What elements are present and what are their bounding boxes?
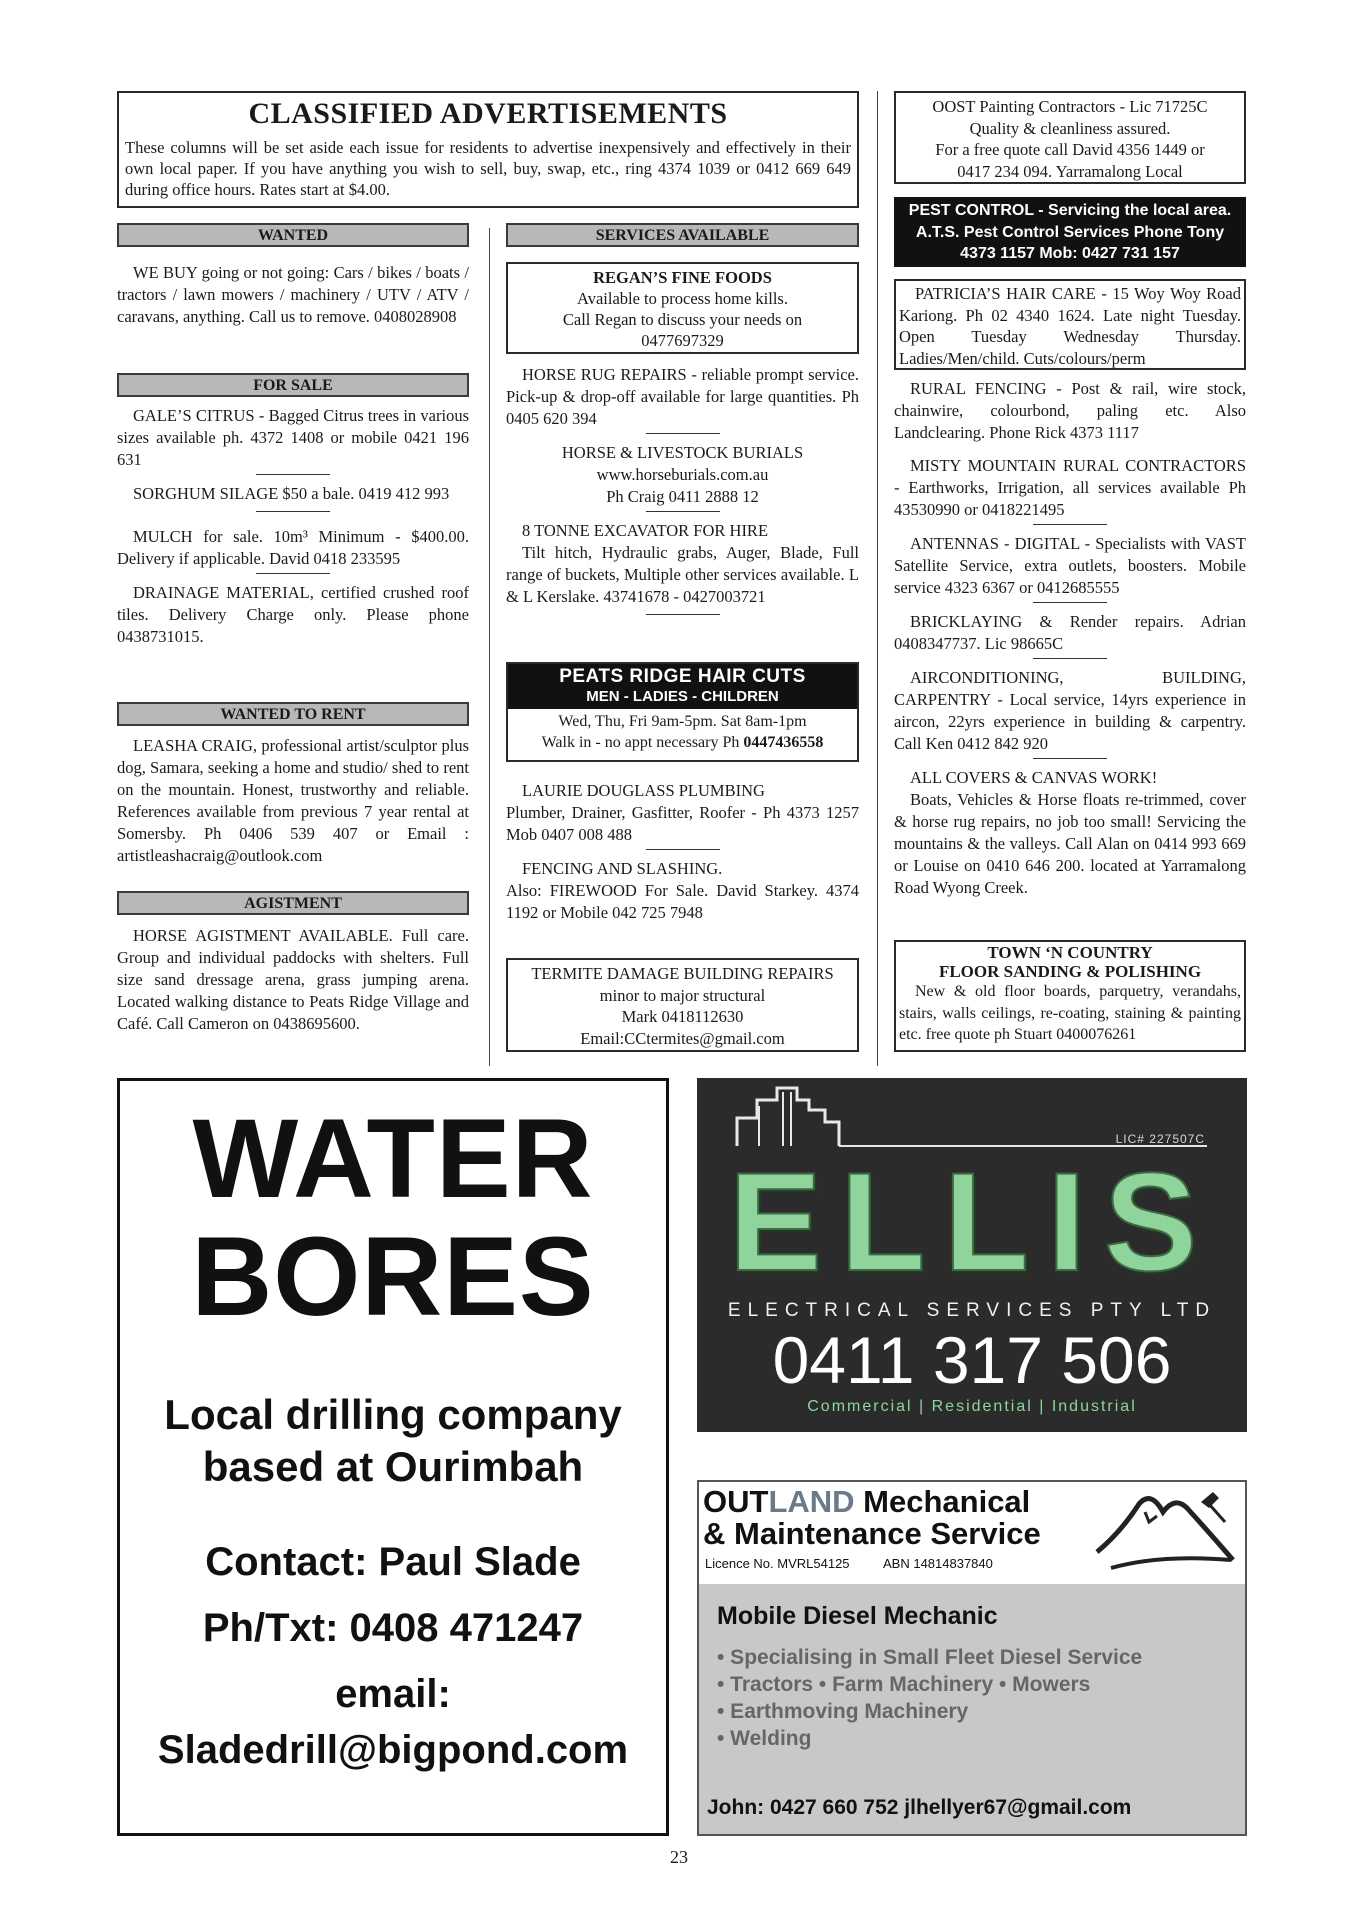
list-item: • Welding: [717, 1727, 812, 1750]
services-available-heading: SERVICES AVAILABLE: [506, 223, 859, 247]
haircuts-title-bar: [508, 664, 857, 709]
horse-rug-text: HORSE RUG REPAIRS - reliable prompt service. Pick-up & drop-off available for large quantities. Ph 0405 620 394: [506, 365, 859, 428]
separator: [256, 474, 330, 475]
haircuts-hours: Wed, Thu, Fri 9am-5pm. Sat 8am-1pm: [558, 713, 807, 730]
list-item: SORGHUM SILAGE $50 a bale. 0419 412 993: [133, 484, 450, 503]
wanted-ad: [117, 262, 469, 328]
burials-ad: [506, 442, 859, 508]
column-divider: [877, 91, 878, 1066]
column-divider: [489, 228, 490, 1066]
ellis-licence: LIC# 227507C: [1115, 1132, 1205, 1146]
bricklaying-text: BRICKLAYING & Render repairs. Adrian 0408347737. Lic 98665C: [894, 612, 1246, 653]
wanted-to-rent-ad: [117, 735, 469, 867]
separator: [646, 511, 720, 512]
page-number: 23: [670, 1847, 688, 1867]
water-bores-title2: BORES: [191, 1214, 595, 1339]
antennas-text: ANTENNAS - DIGITAL - Specialists with VAST Satellite Service, extra outlets, boosters. Mobile service 4323 6367 or 0412685555: [894, 534, 1246, 597]
floor-text: New & old floor boards, parquetry, verandahs, stairs, walls ceilings, re-coating, staining & painting etc. free quote ph Stuart 0400076261: [899, 983, 1241, 1043]
list-item: GALE’S CITRUS - Bagged Citrus trees in various sizes available ph. 4372 1408 or mobile 0421 196 631: [117, 406, 469, 469]
oost-title: OOST Painting Contractors - Lic 71725C: [932, 97, 1208, 116]
wanted-text: WE BUY going or not going: Cars / bikes / boats / tractors / lawn mowers / machinery / UTV / ATV / caravans, anything. Call us to remove. 0408028908: [117, 263, 469, 326]
fencing-title: FENCING AND SLASHING.: [522, 859, 723, 878]
ellis-tagline: Commercial | Residential | Industrial: [807, 1398, 1137, 1415]
covers-text: Boats, Vehicles & Horse floats re-trimmed, cover & horse rug repairs, no job too small! Servicing the mountains & the valleys. Call Alan on 0414 993 669 or Louise on 0410 646 200. located at Yarramalong Road Wyong Creek.: [894, 790, 1246, 897]
for-sale-list: [117, 405, 469, 648]
regans-phone: 0477697329: [641, 331, 724, 350]
ellis-name: ELLIS: [728, 1143, 1216, 1300]
mountain-logo-icon: [1091, 1482, 1241, 1582]
list-item: DRAINAGE MATERIAL, certified crushed roof tiles. Delivery Charge only. Please phone 0438731015.: [117, 583, 469, 646]
separator: [646, 433, 720, 434]
termite-phone: Mark 0418112630: [621, 1007, 744, 1026]
plumbing-text: Plumber, Drainer, Gasfitter, Roofer - Ph 4373 1257 Mob 0407 008 488: [506, 803, 859, 844]
outland-name-land: LAND: [768, 1484, 855, 1519]
separator: [1033, 758, 1107, 759]
plumbing-title: LAURIE DOUGLASS PLUMBING: [522, 781, 765, 800]
water-bores-email-label: email:: [335, 1672, 451, 1716]
outland-title-line1: [703, 1486, 1030, 1518]
outland-name-out: OUT: [703, 1484, 769, 1519]
termite-line2: minor to major structural: [599, 985, 766, 1005]
agistment-heading: AGISTMENT: [117, 891, 469, 915]
fencing-text: Also: FIREWOOD For Sale. David Starkey. 4374 1192 or Mobile 042 725 7948: [506, 881, 859, 922]
oost-line3: For a free quote call David 4356 1449 or: [935, 140, 1205, 159]
burials-website: www.horseburials.com.au: [596, 465, 769, 484]
floor-title2: FLOOR SANDING & POLISHING: [938, 962, 1202, 981]
burials-phone: Ph Craig 0411 2888 12: [606, 487, 759, 506]
peats-ridge-haircuts-box: [506, 662, 859, 762]
regans-line2: Call Regan to discuss your needs on: [562, 310, 803, 329]
outland-licence: Licence No. MVRL54125: [705, 1556, 850, 1571]
separator: [256, 511, 330, 512]
separator: [1033, 524, 1107, 525]
agistment-text: HORSE AGISTMENT AVAILABLE. Full care. Group and individual paddocks with shelters. Full size sand dressage arena, grass jumping arena. Located walking distance to Peats Ridge Village and Café. Call Cameron on 0438695600.: [117, 926, 469, 1033]
wanted-to-rent-heading: WANTED TO RENT: [117, 702, 469, 726]
water-bores-title1: WATER: [192, 1096, 594, 1221]
water-bores-ad: [117, 1078, 669, 1836]
excavator-text: Tilt hitch, Hydraulic grabs, Auger, Blade, Full range of buckets, Multiple other services available. L & L Kerslake. 43741678 - 0427003721: [506, 543, 859, 606]
aircon-text: AIRCONDITIONING, BUILDING, CARPENTRY - Local service, 14yrs experience in aircon, 22yrs experience in building & carpentry. Call Ken 0412 842 920: [894, 668, 1246, 753]
patricia-text: PATRICIA’S HAIR CARE - 15 Woy Woy Road Kariong. Ph 02 4340 1624. Late night Tuesday. Open Tuesday Wednesday Thursday. Ladies/Men/child. Cuts/colours/perm: [899, 284, 1241, 368]
outland-bullet-list: [717, 1644, 1142, 1752]
col3-list: [894, 378, 1246, 899]
regans-fine-foods-box: [506, 262, 859, 354]
pest-control-ad: PEST CONTROL - Servicing the local area. A.T.S. Pest Control Services Phone Tony 4373 1157 Mob: 0427 731 157: [894, 197, 1246, 267]
list-item: • Specialising in Small Fleet Diesel Service: [717, 1646, 1143, 1669]
ellis-phone: 0411 317 506: [772, 1323, 1172, 1397]
rent-text: LEASHA CRAIG, professional artist/sculptor plus dog, Samara, seeking a home and studio/ shed to rent on the mountain. Honest, trustworthy and reliable. References available from previous 7 year rental at Somersby. Ph 0406 539 407 or Email : artistleashacraig@outlook.com: [117, 736, 469, 865]
for-sale-heading: FOR SALE: [117, 373, 469, 397]
water-bores-line2: based at Ourimbah: [202, 1443, 584, 1490]
separator: [256, 573, 330, 574]
agistment-ad: [117, 925, 469, 1035]
ellis-electrical-ad: [697, 1078, 1247, 1432]
separator: [646, 614, 720, 615]
ellis-subtitle: ELECTRICAL SERVICES PTY LTD: [727, 1300, 1217, 1321]
header-intro: These columns will be set aside each issue for residents to advertise inexpensively and effectively in their own local paper. If you have anything you wish to sell, buy, swap, etc., ring 4374 1039 or 0412 669 649 during office hours. Rates start at $4.00.: [125, 138, 851, 199]
rural-fencing-text: RURAL FENCING - Post & rail, wire stock, chainwire, colourbond, paling etc. Also Landclearing. Phone Rick 4373 1117: [894, 379, 1246, 442]
excavator-title: 8 TONNE EXCAVATOR FOR HIRE: [522, 521, 769, 540]
haircuts-subtitle: MEN - LADIES - CHILDREN: [586, 688, 779, 705]
misty-mountain-text: MISTY MOUNTAIN RURAL CONTRACTORS - Earthworks, Irrigation, all services available Ph 43530990 or 0418221495: [894, 456, 1246, 519]
outland-mechanical-ad: [697, 1480, 1247, 1836]
separator: [1033, 658, 1107, 659]
covers-title: ALL COVERS & CANVAS WORK!: [910, 768, 1158, 787]
termite-title: TERMITE DAMAGE BUILDING REPAIRS: [531, 964, 834, 983]
termite-email: Email:CCtermites@gmail.com: [580, 1028, 785, 1048]
floor-sanding-box: [894, 940, 1246, 1052]
outland-contact: John: 0427 660 752 jlhellyer67@gmail.com: [707, 1796, 1132, 1819]
haircuts-walk-in: Walk in - no appt necessary Ph: [541, 734, 744, 751]
outland-name-rest: Mechanical: [854, 1484, 1031, 1519]
haircuts-contact: [508, 732, 857, 753]
outland-heading: Mobile Diesel Mechanic: [717, 1602, 998, 1630]
oost-line4: 0417 234 094. Yarramalong Local: [957, 161, 1183, 181]
list-item: • Earthmoving Machinery: [717, 1700, 969, 1723]
oost-line2: Quality & cleanliness assured.: [969, 118, 1171, 138]
water-bores-phone: Ph/Txt: 0408 471247: [202, 1606, 584, 1650]
page-title: CLASSIFIED ADVERTISEMENTS: [248, 97, 728, 130]
services-list-bottom: [506, 780, 859, 924]
separator: [1033, 602, 1107, 603]
list-item: MULCH for sale. 10m³ Minimum - $400.00. Delivery if applicable. David 0418 233595: [117, 527, 469, 568]
outland-info-panel: [699, 1584, 1245, 1834]
patricias-hair-care-box: [894, 279, 1246, 370]
water-bores-line1: Local drilling company: [164, 1391, 622, 1438]
wanted-heading: WANTED: [117, 223, 469, 247]
classifieds-header-box: [117, 91, 859, 208]
regans-title: REGAN’S FINE FOODS: [593, 268, 772, 287]
water-bores-email: Sladedrill@bigpond.com: [157, 1728, 629, 1772]
water-bores-contact: Contact: Paul Slade: [205, 1540, 581, 1584]
termite-repairs-box: [506, 958, 859, 1052]
burials-title: HORSE & LIVESTOCK BURIALS: [561, 443, 804, 462]
services-list-top: [506, 364, 859, 623]
floor-title1: TOWN ‘N COUNTRY: [987, 943, 1153, 962]
outland-title-line2: & Maintenance Service: [703, 1516, 1041, 1551]
regans-line1: Available to process home kills.: [577, 289, 788, 308]
outland-abn: ABN 14814837840: [883, 1556, 993, 1571]
haircuts-phone: 0447436558: [743, 734, 824, 751]
oost-painting-box: [894, 91, 1246, 184]
list-item: • Tractors • Farm Machinery • Mowers: [717, 1673, 1091, 1696]
separator: [646, 849, 720, 850]
haircuts-title: PEATS RIDGE HAIR CUTS: [559, 666, 806, 687]
